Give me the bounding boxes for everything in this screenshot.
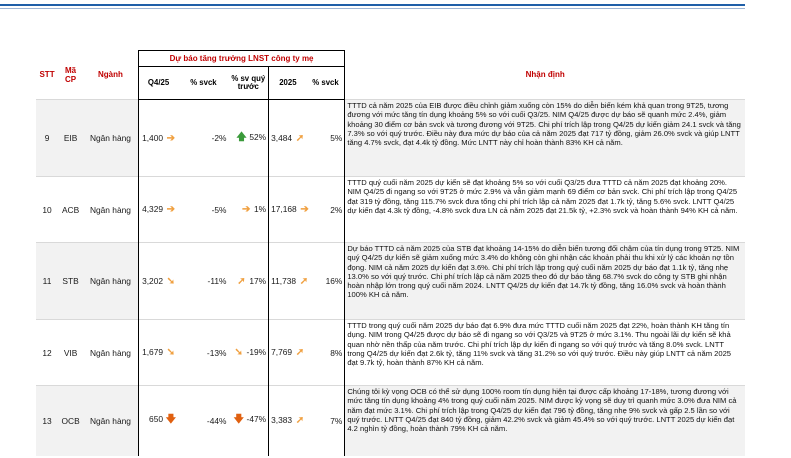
arrow-up-right-icon: ➚ <box>295 347 305 358</box>
row-code: VIB <box>58 320 83 386</box>
top-rule <box>0 4 745 6</box>
row-qoq <box>228 100 268 177</box>
arrow-up-right-icon: ➚ <box>237 275 246 287</box>
row-stt: 13 <box>36 386 58 456</box>
arrow-down-icon: 🡇 <box>233 414 244 426</box>
row-svck: -11% <box>178 243 228 320</box>
table-row <box>36 386 745 456</box>
row-sector: Ngân hàng <box>83 386 138 456</box>
arrow-right-icon: ➔ <box>300 204 309 215</box>
row-2025-value <box>269 100 307 177</box>
top-rule-thin <box>0 8 745 9</box>
row-sector: Ngân hàng <box>83 100 138 177</box>
arrow-down-right-icon: ➘ <box>166 347 176 358</box>
row-svck: -13% <box>178 320 228 386</box>
y2025-value: 17,168 <box>271 204 297 214</box>
col-code-header: Mã CP <box>65 65 77 84</box>
forecast-group-header: Dự báo tăng trưởng LNST công ty mẹ <box>138 51 345 67</box>
qoq-value: 52% <box>249 131 267 142</box>
row-qoq <box>228 177 268 243</box>
row-stt: 10 <box>36 177 58 243</box>
col-qoq-header: % sv quý trước <box>228 67 268 100</box>
row-q4-value <box>138 243 178 320</box>
row-q4-value <box>138 177 178 243</box>
table-row <box>36 177 745 243</box>
qoq-value: -19% <box>246 347 267 357</box>
row-sector: Ngân hàng <box>83 177 138 243</box>
row-note: TTTD trong quý cuối năm 2025 dự báo đạt 6.9% đưa mức TTTD cuối năm 2025 đạt 22%, hoàn thành KH tăng tín dụng. NIM trong Q4/25 được dự báo sẽ đi ngang so với Q3/25 và 9T25 ở mức 3.1%. Thu ngoài lãi dự kiến sẽ khả quan nhờ nền thấp của năm trước. Chi phí trích lập dự kiến đi ngang so với quý trước và tăng 8.0% svck. LNTT trong Q4/25 dự kiến đạt 2.6k tỷ, tăng 11% svck và tăng 31.2% so với quý trước. Điều này giúp LNTT cả năm 2025 đạt 9.7k tỷ, hoàn thành 87% KH cả năm. <box>345 320 745 386</box>
row-2025-value <box>269 177 307 243</box>
qoq-value: -47% <box>246 414 267 425</box>
col-2025-header: 2025 <box>269 67 307 100</box>
row-q4-value <box>138 320 178 386</box>
arrow-right-icon: ➔ <box>166 132 176 144</box>
arrow-up-right-icon: ➚ <box>295 132 305 144</box>
row-code: EIB <box>58 100 83 177</box>
row-note: Chúng tôi kỳ vọng OCB có thể sử dụng 100% room tín dụng hiện tại được cấp khoảng 17-18%, tương đương với mức tăng tín dụng khoảng 4% trong quý cuối năm 2025. NIM được kỳ vọng sẽ duy trì quanh mức 3.0% đưa NIM cả năm đạt mức 3.1%. Chi phí trích lập trong Q4/25 dự kiến đạt 796 tỷ đồng, tăng nhẹ 9% svck và gấp 2.5 lần so với quý trước. LNTT Q4/25 đạt 840 tỷ đồng, giảm 42.2% svck và giảm 45.4% so với quý trước. LNTT 2025 dự kiến đạt 4.2 nghìn tỷ đồng, hoàn thành 79% KH cả năm. <box>345 386 745 456</box>
row-note: TTTD cả năm 2025 của EIB được điều chỉnh giảm xuống còn 15% do diễn biến kém khả quan trong 9T25, tương đương với mức tăng tín dụng khoảng 5% so với cuối Q3/25. NIM Q4/25 được dự báo sẽ quanh mức 2.4%, giảm khoảng 30 điểm cơ bản svck và tương đương với 9T25. Chi phí trích lập trong Q4/25 dự kiến giảm 24.1 svck và tăng 7.3% so với quý trước. Điều này đưa mức dự báo của cả năm 2025 đạt 717 tỷ đồng, giảm 26.0% svck và giúp LNTT tăng 4.7% svck, đạt 4.4k tỷ đồng. Mức LNTT này chỉ hoàn thành 83% KH cả năm. <box>345 100 745 177</box>
row-qoq <box>228 386 268 456</box>
arrow-up-icon: 🡅 <box>236 131 247 143</box>
col-q4-header: Q4/25 <box>138 67 178 100</box>
row-q4-value <box>138 386 178 456</box>
forecast-table <box>36 50 745 456</box>
qoq-value: 1% <box>253 204 267 214</box>
q4-value: 4,329 <box>142 204 164 214</box>
arrow-down-right-icon: ➘ <box>166 275 176 287</box>
row-2025-svck: 7% <box>307 386 345 456</box>
row-code: OCB <box>58 386 83 456</box>
row-qoq <box>228 320 268 386</box>
y2025-value: 11,738 <box>271 275 297 286</box>
qoq-value: 17% <box>249 275 267 286</box>
y2025-value: 3,383 <box>271 415 293 426</box>
row-qoq <box>228 243 268 320</box>
table-row <box>36 320 745 386</box>
row-2025-svck: 2% <box>307 177 345 243</box>
row-sector: Ngân hàng <box>83 320 138 386</box>
row-2025-svck: 5% <box>307 100 345 177</box>
row-2025-svck: 8% <box>307 320 345 386</box>
row-2025-svck: 16% <box>307 243 345 320</box>
q4-value: 3,202 <box>142 275 164 286</box>
row-stt: 12 <box>36 320 58 386</box>
row-q4-value <box>138 100 178 177</box>
row-note: Dự báo TTTD cả năm 2025 của STB đạt khoảng 14-15% do diễn biến tương đối chậm của tín dụng trong 9T25. NIM quý Q4/25 dự kiến sẽ giảm xuống mức 3.4% do không còn ghi nhận các khoản phải thu khi xử lý các khoản nợ tồn đọng. NIM cả năm 2025 dự kiến đạt 3.6%. Chi phí trích lập trong quý cuối năm 2025 dự báo đạt 1.1k tỷ, tăng nhẹ 13.0% so với quý trước. Chi phí trích lập cả năm 2025 theo đó dự báo tăng 68.7% svck do công ty STB ghi nhận hoàn nhập lớn trong quý cuối năm 2024. LNTT Q4/25 dự kiến đạt 14.7k tỷ đồng, tăng 16.0% svck và hoàn thành 100% KH cả năm. <box>345 243 745 320</box>
col-sector-header: Ngành <box>97 70 123 80</box>
row-code: ACB <box>58 177 83 243</box>
arrow-right-icon: ➔ <box>241 204 251 215</box>
table-row <box>36 243 745 320</box>
row-note: TTTD quý cuối năm 2025 dự kiến sẽ đạt khoảng 5% so với cuối Q3/25 đưa TTTD cả năm 2025 đạt khoảng 20%. NIM Q4/25 đi ngang so với 9T25 ở mức 2.9% và vẫn giảm mạnh 69 điểm cơ bản svck. Chi phí trích lập trong Q4/25 đạt 319 tỷ đồng, tăng 115.7% svck đưa tổng chi phí trích lập cả năm 2025 đạt 1.7k tỷ, tăng 5.6% svck. LNTT Q4/25 dự kiến đạt 4.3k tỷ đồng, -4.8% svck đưa LN cả năm 2025 đạt 21.5k tỷ, +2.3% svck và hoàn thành 94% KH cả năm. <box>345 177 745 243</box>
arrow-right-icon: ➔ <box>166 204 176 215</box>
col-svck-header: % svck <box>178 67 228 100</box>
header-row-1 <box>36 51 745 67</box>
col-stt-header: STT <box>39 70 55 80</box>
row-2025-value <box>269 320 307 386</box>
row-sector: Ngân hàng <box>83 243 138 320</box>
y2025-value: 3,484 <box>271 132 293 143</box>
q4-value: 650 <box>149 414 164 425</box>
row-stt: 9 <box>36 100 58 177</box>
row-2025-value <box>269 243 307 320</box>
row-svck: -2% <box>178 100 228 177</box>
arrow-up-right-icon: ➚ <box>299 275 309 287</box>
row-svck: -5% <box>178 177 228 243</box>
q4-value: 1,400 <box>142 132 164 143</box>
row-2025-value <box>269 386 307 456</box>
col-2025-svck-header: % svck <box>307 67 345 100</box>
row-stt: 11 <box>36 243 58 320</box>
col-note-header: Nhận định <box>525 70 565 80</box>
arrow-down-right-icon: ➘ <box>234 347 243 358</box>
row-code: STB <box>58 243 83 320</box>
table-row <box>36 100 745 177</box>
y2025-value: 7,769 <box>271 347 293 357</box>
q4-value: 1,679 <box>142 347 164 357</box>
row-svck: -44% <box>178 386 228 456</box>
arrow-up-right-icon: ➚ <box>295 415 305 427</box>
arrow-down-icon: 🡇 <box>165 414 176 426</box>
